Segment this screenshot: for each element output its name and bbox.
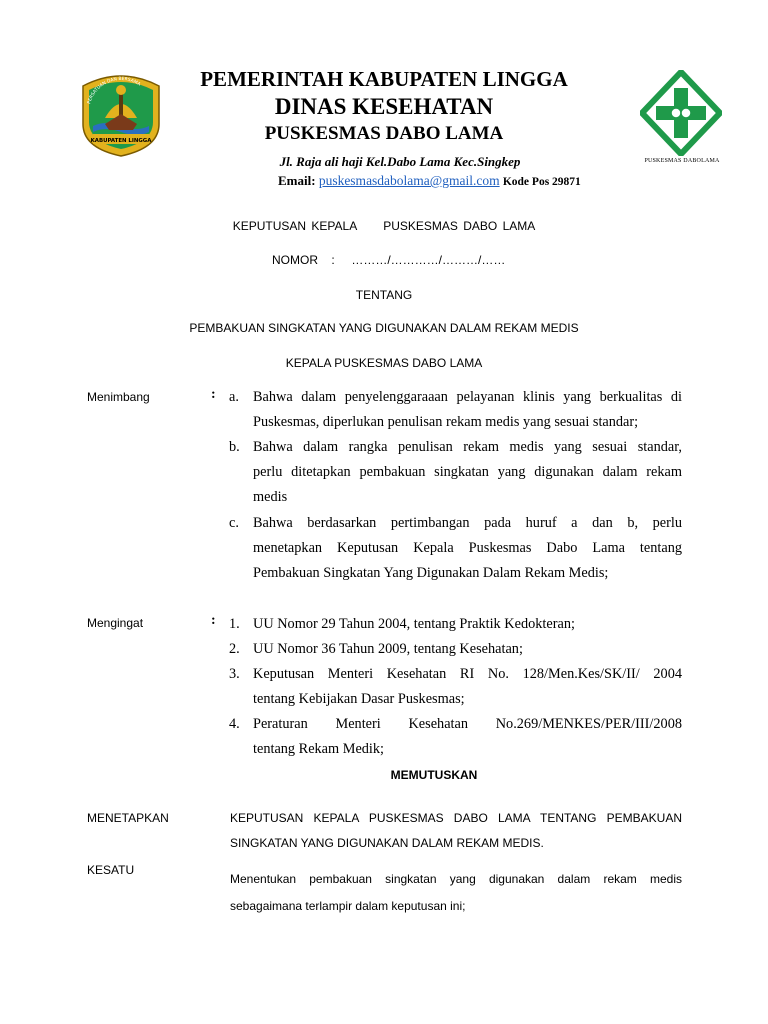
puskesmas-logo-label: PUSKESMAS DABOLAMA (644, 158, 720, 164)
about-heading: TENTANG (355, 288, 413, 302)
letterhead-address: Jl. Raja ali haji Kel.Dabo Lama Kec.Singkep (279, 154, 521, 169)
memutuskan-heading: MEMUTUSKAN (390, 768, 478, 782)
decision-subject: PEMBAKUAN SINGKATAN YANG DIGUNAKAN DALAM REKAM MEDIS (189, 321, 579, 335)
menetapkan-text: KEPUTUSAN KEPALA PUSKESMAS DABO LAMA TENTANG PEMBAKUAN SINGKATAN YANG DIGUNAKAN DALAM REKAM MEDIS. (230, 811, 682, 850)
postal-code: Kode Pos 29871 (502, 176, 581, 188)
mengingat-colon: : (211, 613, 216, 628)
puskesmas-cross-icon (640, 70, 722, 156)
menimbang-colon: : (211, 387, 216, 402)
menimbang-label: Menimbang (87, 390, 150, 404)
puskesmas-logo (640, 70, 722, 156)
kesatu-label: KESATU (87, 863, 135, 877)
letterhead-department: DINAS KESEHATAN (274, 94, 494, 119)
decision-issuer: KEPALA PUSKESMAS DABO LAMA (285, 356, 483, 370)
email-label: Email: (278, 173, 316, 188)
decision-number: NOMOR : ………/…………/………/…… (272, 253, 506, 267)
letterhead-government: PEMERINTAH KABUPATEN LINGGA (200, 67, 568, 91)
letterhead-puskesmas: PUSKESMAS DABO LAMA (264, 123, 504, 144)
decision-title: KEPUTUSAN KEPALA PUSKESMAS DABO LAMA (232, 219, 536, 233)
email-link[interactable]: puskesmasdabolama@gmail.com (318, 173, 500, 188)
mengingat-label: Mengingat (87, 616, 144, 630)
kesatu-text: Menentukan pembakuan singkatan yang digunakan dalam rekam medis sebagaimana terlampir dalam keputusan ini; (230, 872, 682, 913)
menetapkan-label: MENETAPKAN (87, 811, 169, 825)
letterhead-contact (278, 173, 581, 189)
logo-lettering: KABUPATEN LINGGA (90, 138, 152, 144)
svg-text:PERSATUAN DAN BERSAMA: PERSATUAN DAN BERSAMA (87, 76, 142, 105)
